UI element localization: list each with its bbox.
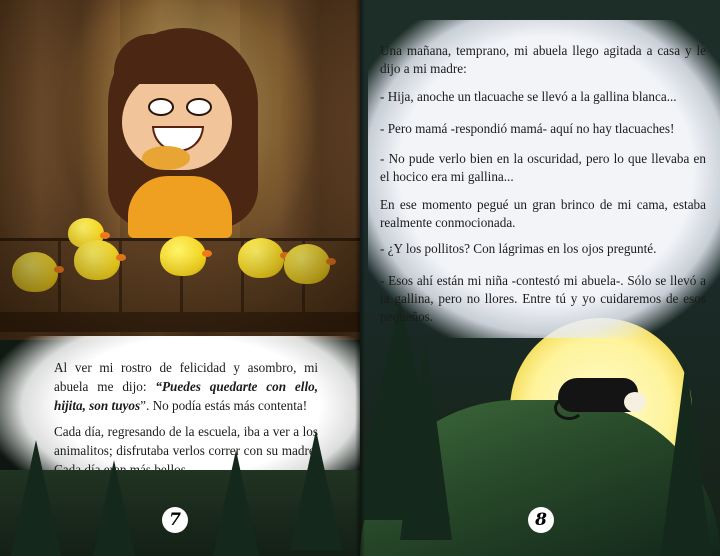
- right-paragraph-6: - ¿Y los pollitos? Con lágrimas en los ojos pregunté.: [380, 241, 657, 256]
- tree: [400, 340, 452, 540]
- tree: [210, 450, 262, 556]
- right-page: [360, 0, 720, 556]
- quote-emphasis: “Puedes quedarte con ello, hijita, son tuyos: [54, 379, 318, 413]
- book-gutter: [355, 0, 365, 556]
- tree: [88, 460, 140, 556]
- paragraph-text: ”. No podía estás más contenta!: [140, 398, 308, 413]
- tree: [290, 430, 342, 550]
- left-paragraph-2: Cada día, regresando de la escuela, iba a ver a los animalitos; disfrutaba verlos correr con su madre.: [54, 424, 318, 458]
- right-paragraph-5: En ese momento pegué un gran brinco de mi cama, estaba realmente conmocionada.: [380, 197, 706, 230]
- right-paragraph-1: Una mañana, temprano, mi abuela llego agitada a casa y le dijo a mi madre:: [380, 43, 706, 76]
- tree: [660, 360, 712, 556]
- tree: [10, 440, 62, 556]
- right-text-panel: [368, 20, 720, 338]
- stolen-hen: [624, 392, 646, 412]
- right-paragraph-2: - Hija, anoche un tlacuache se llevó a la gallina blanca...: [380, 89, 677, 104]
- page-number-left: 7: [162, 507, 188, 533]
- right-paragraph-3: - Pero mamá -respondió mamá- aquí no hay tlacuaches!: [380, 121, 675, 136]
- page-number-right: 8: [528, 507, 554, 533]
- right-paragraph-7: - Esos ahí están mi niña -contestó mi abuela-. Sólo se llevó a la gallina, pero no llores. Entre tú y yo cuidaremos de esos pequeños.: [380, 273, 706, 324]
- vignette: [0, 0, 360, 340]
- right-paragraph-4: - No pude verlo bien en la oscuridad, pero lo que llevaba en el hocico era mi gallina...: [380, 151, 706, 184]
- girl-with-chicks-illustration: [0, 0, 360, 340]
- left-paragraph-1: [54, 358, 318, 415]
- paragraph-text: Al ver mi rostro de felicidad y asombro, mi abuela me dijo:: [54, 360, 318, 394]
